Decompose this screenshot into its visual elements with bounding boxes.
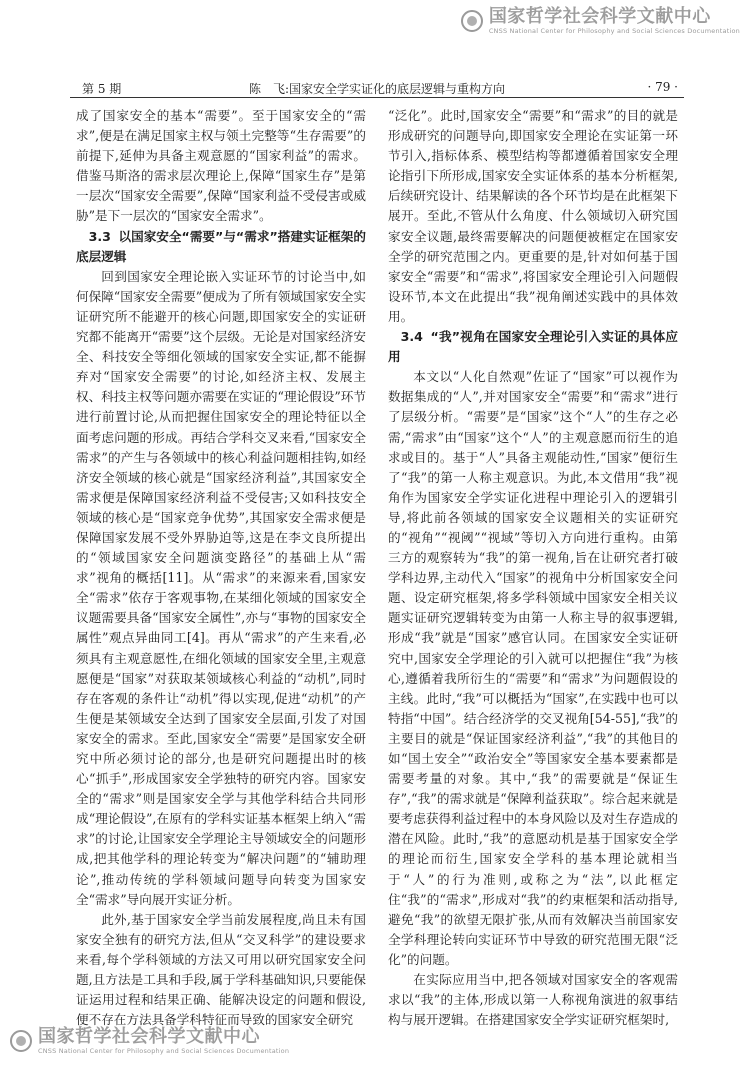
paragraph: 在实际应用当中,把各领域对国家安全的客观需求以“我”的主体,形成以第一人称视角演进的叙事结构与展开逻辑。在搭建国家安全学实证研究框架时, [388,972,678,1028]
center-emblem-icon [461,10,483,32]
right-column [388,106,678,1030]
section-heading-3-3: 3.3 以国家安全“需要”与“需求”搭建实证框架的底层逻辑 [76,228,366,264]
logo-name-cn: 国家哲学社会科学文献中心 [38,1026,260,1047]
center-emblem-icon [10,1030,32,1052]
paragraph: 回到国家安全理论嵌入实证环节的讨论当中,如何保障“国家安全需要”便成为了所有领域国家安全实证研究所不能避开的核心问题,即国家安全的实证研究都不能离开“需要”这个层级。无论是对国家经济安全、科技安全等细化领域的国家安全实证,都不能摒弃对“国家安全需要”的讨论,如经济主权、发展主权、科技主权等问题亦需要在实证的“理论假设”环节进行前置讨论,从而把握住国家安全的理论特征以全面考虑问题的形成。再结合学科交叉来看,“国家安全需求”的产生与各领域中的核心利益问题相挂钩,如经济安全领域的核心就是“国家经济利益”,其国家安全需求便是保障国家经济利益不受侵害;又如科技安全领域的核心是“国家竞争优势”,其国家安全需求便是保障国家发展不受外界胁迫等,这是在李文良所提出的“领域国家安全问题演变路径”的基础上从“需求”视角的概括[11]。从“需求”的来源来看,国家安全“需求”依存于客观事物,在某细化领域的国家安全议题需要具备“国家安全属性”,亦与“事物的国家安全属性”观点异曲同工[4]。再从“需求”的产生来看,必须具有主观意愿性,在细化领域的国家安全里,主观意愿便是“国家”对获取某领域核心利益的“动机”,同时存在客观的条件让“动机”得以实现,促进“动机”的产生便是某领域安全达到了国家安全层面,引发了对国家安全的需求。至此,国家安全“需要”是国家安全研究中所必须讨论的部分,也是研究问题提出时的核心“抓手”,形成国家安全学独特的研究内容。国家安全的“需求”则是国家安全学与其他学科结合共同形成“理论假设”,在原有的学科实证基本框架上纳入“需求”的讨论,让国家安全学理论主导领域安全的问题形成,把其他学科的理论转变为“解决问题”的“辅助理论”,推动传统的学科领域问题导向转变为国家安全“需求”导向展开实证分析。 [76,268,366,907]
paragraph: 此外,基于国家安全学当前发展程度,尚且未有国家安全独有的研究方法,但从“交叉科学”的建设要求来看,每个学科领域的方法又可用以研究国家安全问题,且方法是工具和手段,属于学科基础知识,只要能保证运用过程和结果正确、能解决设定的问题和假设,便不存在方法具备学科特征而导致的国家安全研究 [76,911,366,1028]
publisher-logo-top [461,8,740,35]
logo-name-en: CNSS National Center for Philosophy and Social Sciences Documentation [38,1047,290,1055]
paragraph: 本文以“人化自然观”佐证了“国家”可以视作为数据集成的“人”,并对国家安全“需要”和“需求”进行了层级分析。“需要”是“国家”这个“人”的生存之必需,“需求”由“国家”这个“人”的主观意愿而衍生的追求或目的。基于“人”具备主观能动性,“国家”便衍生了“我”的第一人称主观意识。为此,本文借用“我”视角作为国家安全学实证化进程中理论引入的逻辑引导,将此前各领域的国家安全议题相关的实证研究的“视角”“视阈”“视域”等切入方向进行重构。由第三方的观察转为“我”的第一视角,旨在让研究者打破学科边界,主动代入“国家”的视角中分析国家安全问题、设定研究框架,将多学科领域中国家安全相关议题实证研究逻辑转变为由第一人称主导的叙事逻辑,形成“我”就是“国家”感官认同。在国家安全实证研究中,国家安全学理论的引入就可以把握住“我”为核心,遵循着我所衍生的“需要”和“需求”为问题假设的主线。此时,“我”可以概括为“国家”,在实践中也可以特指“中国”。结合经济学的交叉视角[54-55],“我”的主要目的就是“保证国家经济利益”,“我”的其他目的如“国土安全”“政治安全”等国家安全基本要素都是需要考量的对象。其中,“我”的需要就是“保证生存”,“我”的需求就是“保障利益获取”。综合起来就是要考虑获得利益过程中的本身风险以及对生存造成的潜在风险。此时,“我”的意愿动机是基于国家安全学的理论而衍生,国家安全学科的基本理论就相当于“人”的行为准则,或称之为“法”,以此框定住“我”的“需求”,形成对“我”的约束框架和活动指导,避免“我”的欲望无限扩张,从而有效解决当前国家安全学科理论转向实证环节中导致的研究范围无限“泛化”的问题。 [388,369,678,967]
logo-name-en: CNSS National Center for Philosophy and Social Sciences Documentation [488,27,740,35]
page-header [70,79,684,98]
logo-name-cn: 国家哲学社会科学文献中心 [488,6,711,27]
paragraph: “泛化”。此时,国家安全“需要”和“需求”的目的就是形成研究的问题导向,即国家安全理论在实证第一环节引入,指标体系、模型结构等都遵循着国家安全理论指引下所形成,国家安全实证体系的基本分析框架,后续研究设计、结果解读的各个环节均是在此框架下展开。至此,不管从什么角度、什么领域切入研究国家安全议题,最终需要解决的问题便被框定在国家安全学的研究范围之内。更重要的是,针对如何基于国家安全“需要”和“需求”,将国家安全理论引入问题假设环节,本文在此提出“我”视角阐述实践中的具体效用。 [388,108,678,324]
running-title: 陈 飞:国家安全学实证化的底层逻辑与重构方向 [248,82,506,96]
publisher-logo-bottom [10,1028,289,1055]
issue-number: 第 5 期 [82,82,122,96]
section-heading-3-4: 3.4 “我”视角在国家安全理论引入实证的具体应用 [388,329,678,365]
page-number: · 79 · [647,80,678,94]
left-column [76,106,366,1030]
paragraph: 成了国家安全的基本“需要”。至于国家安全的“需求”,便是在满足国家主权与领土完整等“生存需要”的前提下,延伸为具备主观意愿的“国家利益”的需求。借鉴马斯洛的需求层次理论上,保障“国家生存”是第一层次“国家安全需要”,保障“国家利益不受侵害或威胁”是下一层次的“国家安全需求”。 [76,108,366,224]
